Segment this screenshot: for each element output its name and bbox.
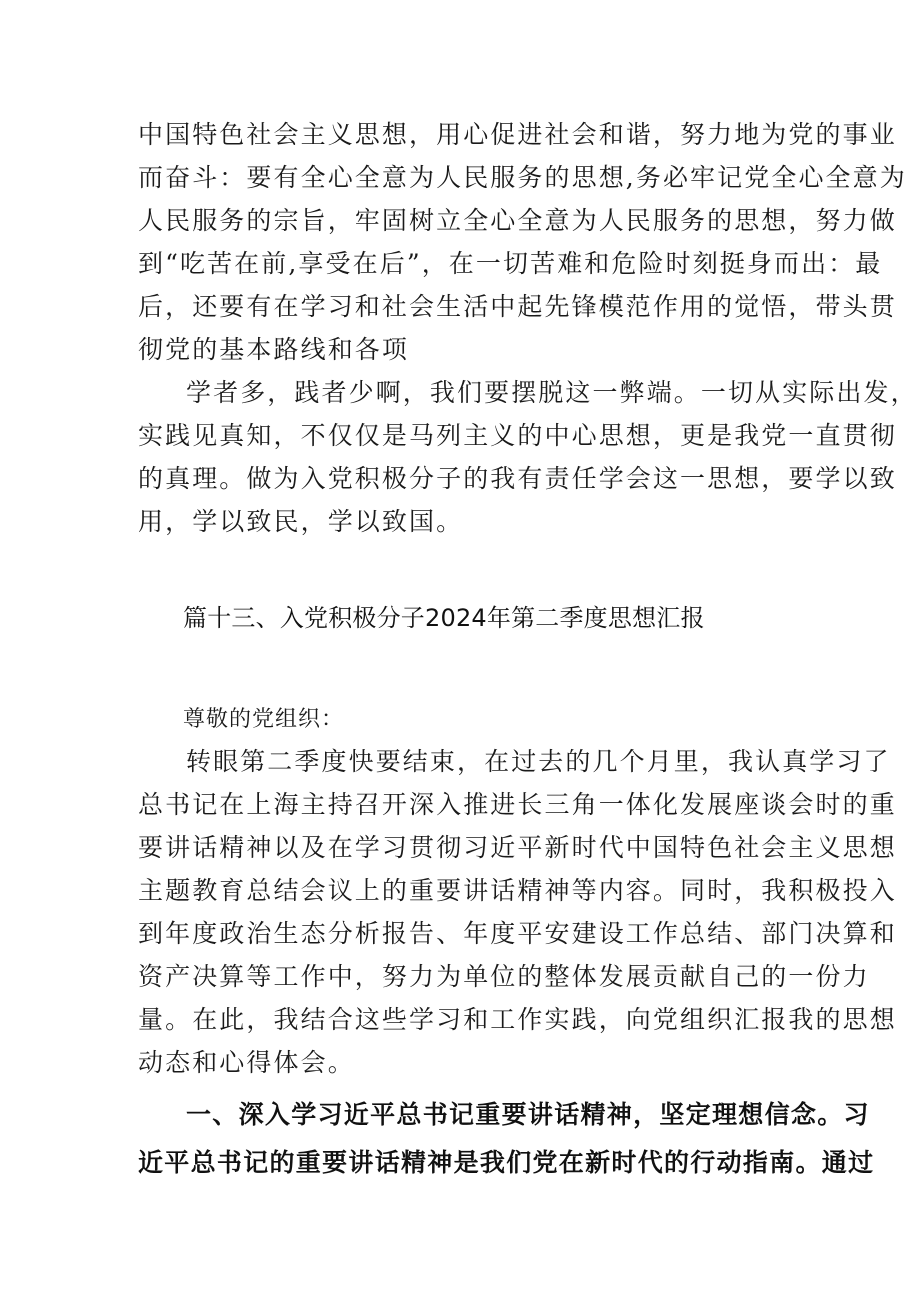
text-line: 中国特色社会主义思想，用心促进社会和谐，努力地为党的事业 [138,120,897,149]
text-line: 要讲话精神以及在学习贯彻习近平新时代中国特色社会主义思想 [138,833,897,862]
text-line: 量。在此，我结合这些学习和工作实践，向党组织汇报我的思想 [138,1005,897,1034]
text-line: 资产决算等工作中，努力为单位的整体发展贡献自己的一份力 [138,962,870,991]
text-line: 动态和心得体会。 [138,1048,355,1077]
text-line: 转眼第二季度快要结束，在过去的几个月里，我认真学习了 [186,747,891,776]
text-line: 人民服务的宗旨，牢固树立全心全意为人民服务的思想，努力做 [138,206,897,235]
text-line: 总书记在上海主持召开深入推进长三角一体化发展座谈会时的重 [138,790,897,819]
text-line: 实践见真知，不仅仅是马列主义的中心思想，更是我党一直贯彻 [138,421,897,450]
text-line: 学者多，践者少啊，我们要摆脱这一弊端。一切从实际出发， [186,378,918,407]
salutation: 尊敬的党组织： [183,707,345,732]
text-line: 用，学以致民，学以致国。 [138,507,464,536]
text-line: 近平总书记的重要讲话精神是我们党在新时代的行动指南。通过 [138,1148,875,1177]
text-line: 到年度政治生态分析报告、年度平安建设工作总结、部门决算和 [138,919,897,948]
text-line: 主题教育总结会议上的重要讲话精神等内容。同时，我积极投入 [138,876,897,905]
text-line: 一、深入学习近平总书记重要讲话精神，坚定理想信念。习 [186,1100,870,1129]
text-line: 后，还要有在学习和社会生活中起先锋模范作用的觉悟，带头贯 [138,292,897,321]
text-line: 的真理。做为入党积极分子的我有责任学会这一思想，要学以致 [138,464,897,493]
text-line: 而奋斗：要有全心全意为人民服务的思想,务必牢记党全心全意为 [138,163,907,192]
text-line: 彻党的基本路线和各项 [138,335,410,364]
section-title: 篇十三、入党积极分子2024年第二季度思想汇报 [183,604,705,632]
text-line: 到“吃苦在前,享受在后”，在一切苦难和危险时刻挺身而出：最 [138,249,883,278]
